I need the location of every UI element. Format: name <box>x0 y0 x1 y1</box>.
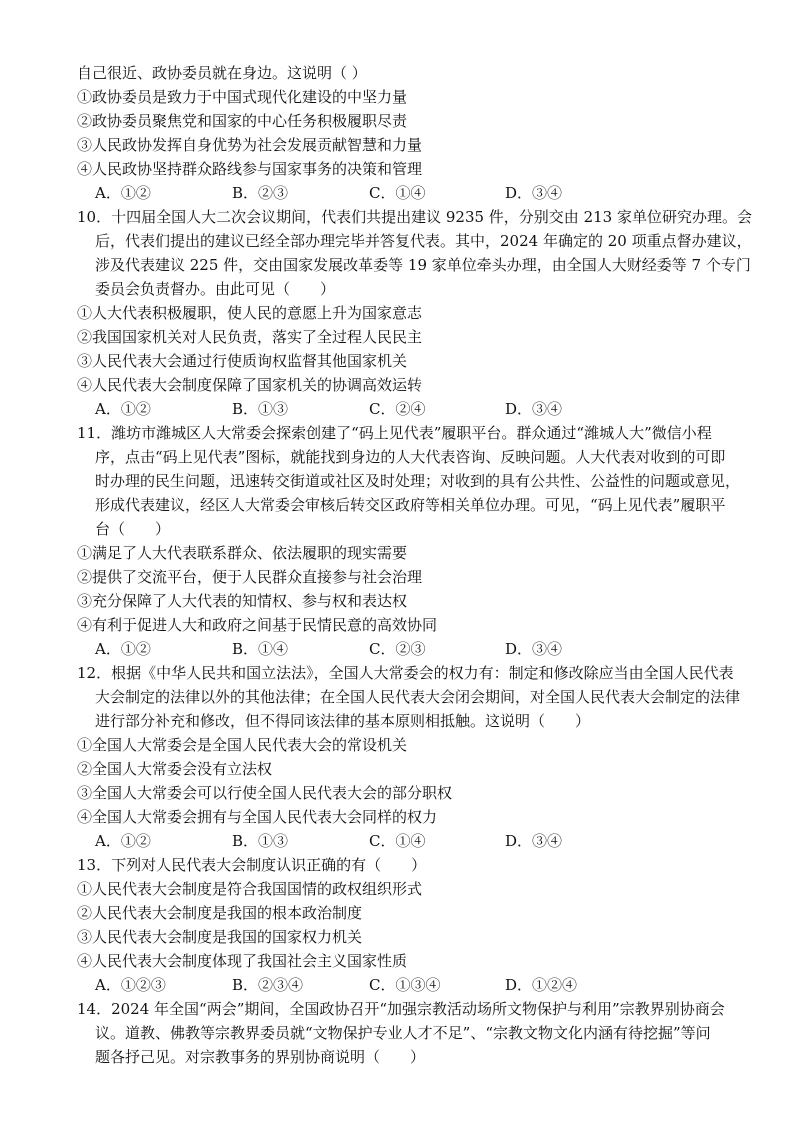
question-stem-line: 12．根据《中华人民共和国立法法》，全国人大常委会的权力有：制定和修改除应当由全国人民代表 <box>77 664 734 682</box>
statement-item: ③全国人大常委会可以行使全国人民代表大会的部分职权 <box>77 784 453 802</box>
answer-option[interactable]: C．①④ <box>369 832 426 850</box>
answer-option[interactable]: C．②④ <box>369 400 426 418</box>
statement-item: ③人民代表大会制度是我国的国家权力机关 <box>77 928 363 946</box>
answer-option[interactable]: A．①②③ <box>95 976 166 994</box>
statement-item: ①全国人大常委会是全国人民代表大会的常设机关 <box>77 736 408 754</box>
question-stem-line: 大会制定的法律以外的其他法律；在全国人民代表大会闭会期间，对全国人民代表大会制定的法律 <box>95 688 741 706</box>
answer-option[interactable]: B．②③ <box>232 184 289 202</box>
question-stem-line: 台（ ） <box>95 520 171 538</box>
answer-option[interactable]: A．①② <box>95 640 151 658</box>
statement-item: ②全国人大常委会没有立法权 <box>77 760 273 778</box>
question-stem-line: 涉及代表建议 225 件，交由国家发展改革委等 19 家单位牵头办理，由全国人大财经委等 7 个专门 <box>95 256 751 274</box>
answer-option[interactable]: A．①② <box>95 400 151 418</box>
answer-options <box>95 638 715 660</box>
statement-item: ①人大代表积极履职，使人民的意愿上升为国家意志 <box>77 304 423 322</box>
question-stem-line: 议。道教、佛教等宗教界委员就“文物保护专业人才不足”、“宗教文物文化内涵有待挖掘”等问 <box>95 1024 711 1042</box>
question-stem-line: 进行部分补充和修改，但不得同该法律的基本原则相抵触。这说明（ ） <box>95 712 591 730</box>
answer-option[interactable]: B．①③ <box>232 400 289 418</box>
answer-option[interactable]: B．②③④ <box>232 976 304 994</box>
answer-option[interactable]: D．③④ <box>505 400 563 418</box>
question-stem-line: 形成代表建议，经区人大常委会审核后转交区政府等相关单位办理。可见，“码上见代表”履职平 <box>95 496 726 514</box>
statement-item: ②政协委员聚焦党和国家的中心任务积极履职尽责 <box>77 112 408 130</box>
question-stem-line: 后，代表们提出的建议已经全部办理完毕并答复代表。其中，2024 年确定的 20 项重点督办建议， <box>95 232 752 250</box>
statement-item: ①满足了人大代表联系群众、依法履职的现实需要 <box>77 544 408 562</box>
answer-options <box>95 182 715 204</box>
question-stem-line: 10．十四届全国人大二次会议期间，代表们共提出建议 9235 件，分别交由 213 家单位研究办理。会 <box>77 208 752 226</box>
question-stem-line: 11．潍坊市潍城区人大常委会探索创建了“码上见代表”履职平台。群众通过“潍城人大”微信小程 <box>77 424 712 442</box>
statement-item: ④有利于促进人大和政府之间基于民情民意的高效协同 <box>77 616 438 634</box>
answer-option[interactable]: C．①③④ <box>369 976 441 994</box>
answer-option[interactable]: A．①② <box>95 832 151 850</box>
question-stem-line: 13．下列对人民代表大会制度认识正确的有（ ） <box>77 856 427 874</box>
statement-item: ④全国人大常委会拥有与全国人民代表大会同样的权力 <box>77 808 438 826</box>
statement-item: ④人民政协坚持群众路线参与国家事务的决策和管理 <box>77 160 423 178</box>
statement-item: ③人民政协发挥自身优势为社会发展贡献智慧和力量 <box>77 136 423 154</box>
answer-option[interactable]: A．①② <box>95 184 151 202</box>
answer-options <box>95 398 715 420</box>
statement-item: ②提供了交流平台，便于人民群众直接参与社会治理 <box>77 568 423 586</box>
answer-option[interactable]: B．①③ <box>232 832 289 850</box>
question-stem-line: 时办理的民生问题，迅速转交街道或社区及时处理；对收到的具有公共性、公益性的问题或意见， <box>95 472 741 490</box>
answer-option[interactable]: B．①④ <box>232 640 289 658</box>
statement-item: ④人民代表大会制度保障了国家机关的协调高效运转 <box>77 376 423 394</box>
statement-item: ②人民代表大会制度是我国的根本政治制度 <box>77 904 363 922</box>
answer-option[interactable]: C．①④ <box>369 184 426 202</box>
question-stem-line: 14．2024 年全国“两会”期间，全国政协召开“加强宗教活动场所文物保护与利用”宗教界别协商会 <box>77 1000 725 1018</box>
statement-item: ①政协委员是致力于中国式现代化建设的中坚力量 <box>77 88 408 106</box>
question-stem-line: 序，点击“码上见代表”图标，就能找到身边的人大代表咨询、反映问题。人大代表对收到的可即 <box>95 448 726 466</box>
question-stem-line: 题各抒己见。对宗教事务的界别协商说明（ ） <box>95 1048 426 1066</box>
question-stem-line: 自己很近、政协委员就在身边。这说明（ ） <box>77 64 367 82</box>
answer-option[interactable]: D．③④ <box>505 832 563 850</box>
statement-item: ③充分保障了人大代表的知情权、参与权和表达权 <box>77 592 408 610</box>
statement-item: ③人民代表大会通过行使质询权监督其他国家机关 <box>77 352 408 370</box>
answer-option[interactable]: C．②③ <box>369 640 426 658</box>
answer-option[interactable]: D．①②④ <box>505 976 578 994</box>
answer-options <box>95 974 715 996</box>
answer-option[interactable]: D．③④ <box>505 640 563 658</box>
answer-option[interactable]: D．③④ <box>505 184 563 202</box>
answer-options <box>95 830 715 852</box>
statement-item: ④人民代表大会制度体现了我国社会主义国家性质 <box>77 952 408 970</box>
statement-item: ②我国国家机关对人民负责，落实了全过程人民民主 <box>77 328 423 346</box>
statement-item: ①人民代表大会制度是符合我国国情的政权组织形式 <box>77 880 423 898</box>
question-stem-line: 委员会负责督办。由此可见（ ） <box>95 280 336 298</box>
